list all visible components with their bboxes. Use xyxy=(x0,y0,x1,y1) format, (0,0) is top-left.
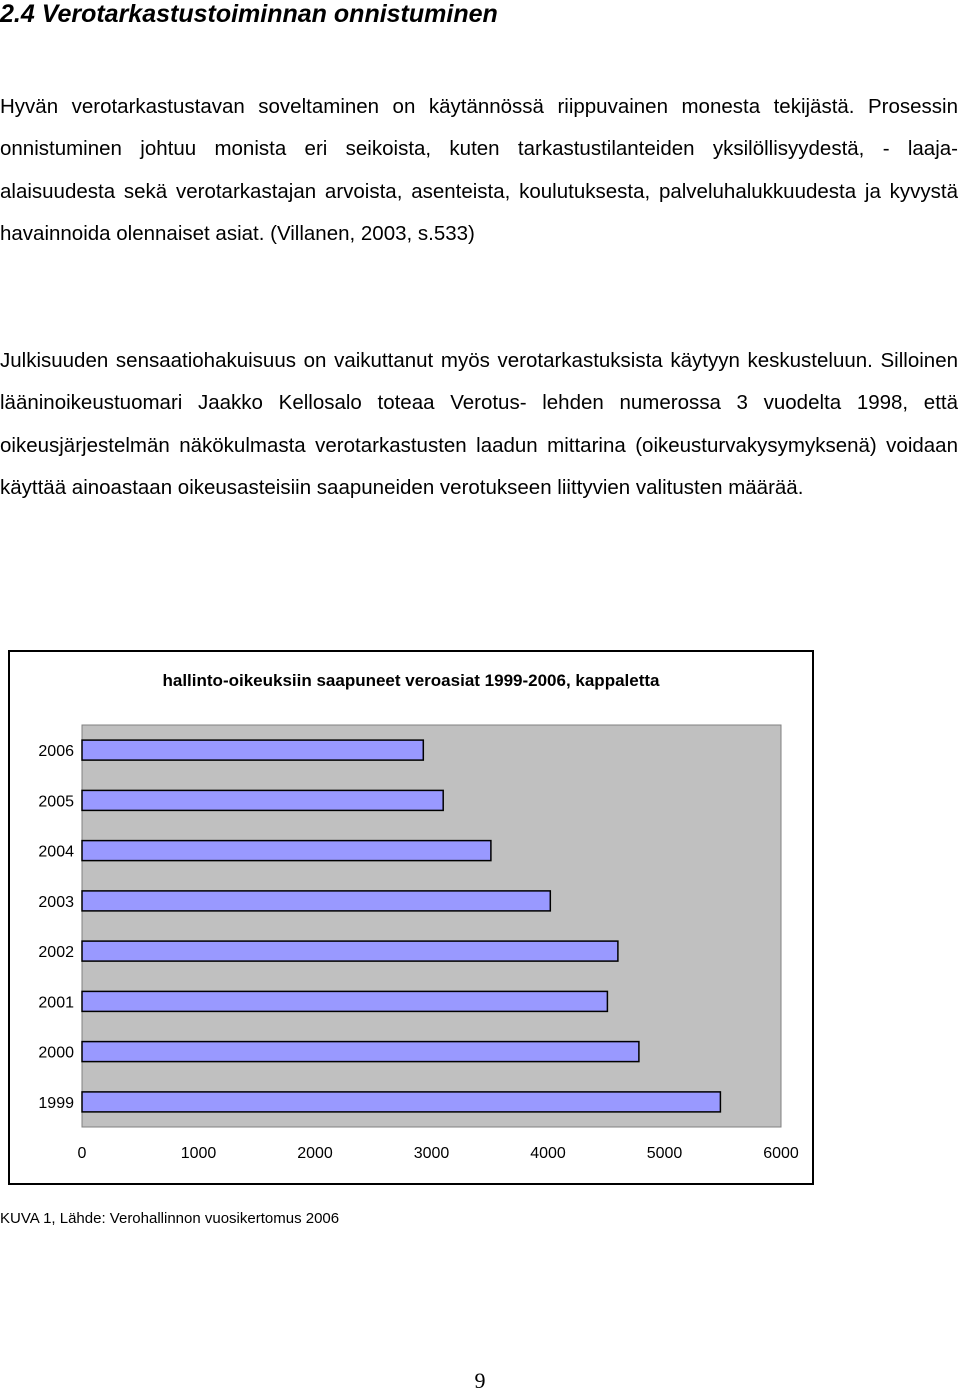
paragraph-1: Hyvän verotarkastustavan soveltaminen on käytännössä riippuvainen monesta tekijästä. Prosessin onnistuminen johtuu monista eri seikoista, kuten tarkastustilanteiden yksilöllisyydestä, - laaja-alaisuudesta sekä verotarkastajan arvoista, asenteista, koulutuksesta, palveluhalukkuudesta ja kyvystä havainnoida olennaiset asiat. (Villanen, 2003, s.533) xyxy=(0,95,958,245)
y-tick-label-2004: 2004 xyxy=(38,843,74,861)
bar-1999 xyxy=(82,1092,720,1112)
bar-2001 xyxy=(82,991,607,1011)
bar-2000 xyxy=(82,1042,639,1062)
section-heading: 2.4 Verotarkastustoiminnan onnistuminen xyxy=(0,0,498,28)
x-tick-label-2000: 2000 xyxy=(297,1145,333,1162)
bar-2003 xyxy=(82,891,550,911)
x-tick-label-5000: 5000 xyxy=(646,1145,683,1162)
figure-caption: KUVA 1, Lähde: Verohallinnon vuosikertomus 2006 xyxy=(0,1210,340,1227)
bar-2006 xyxy=(82,740,423,760)
y-tick-label-2005: 2005 xyxy=(38,793,74,811)
bar-2005 xyxy=(82,790,443,810)
y-tick-label-2003: 2003 xyxy=(38,893,74,911)
x-tick-label-3000: 3000 xyxy=(413,1145,450,1162)
x-tick-label-0: 0 xyxy=(77,1145,87,1162)
page-number: 9 xyxy=(474,1368,486,1393)
y-tick-label-1999: 1999 xyxy=(38,1094,74,1112)
bar-2004 xyxy=(82,841,491,861)
bar-2002 xyxy=(82,941,618,961)
x-tick-label-6000: 6000 xyxy=(763,1145,799,1162)
chart-svg xyxy=(10,652,812,1183)
y-tick-label-2000: 2000 xyxy=(38,1044,74,1062)
bar-chart xyxy=(8,650,814,1185)
chart-title: hallinto-oikeuksiin saapuneet veroasiat 1999-2006, kappaletta xyxy=(162,671,660,690)
y-tick-label-2002: 2002 xyxy=(38,944,74,962)
paragraph-2: Julkisuuden sensaatiohakuisuus on vaikuttanut myös verotarkastuksista käytyyn keskusteluun. Silloinen lääninoikeustuomari Jaakko Kellosalo toteaa Verotus- lehden numerossa 3 vuodelta 1998, että oikeusjärjestelmän näkökulmasta verotarkastusten laadun mittarina (oikeusturvakysymyksenä) voidaan käyttää ainoastaan oikeusasteisiin saapuneiden verotukseen liittyvien valitusten määrää. xyxy=(0,349,958,499)
x-tick-label-1000: 1000 xyxy=(180,1145,217,1162)
plot-area xyxy=(82,725,781,1127)
y-tick-label-2001: 2001 xyxy=(38,994,74,1012)
y-tick-label-2006: 2006 xyxy=(38,743,74,761)
x-tick-label-4000: 4000 xyxy=(530,1145,566,1162)
